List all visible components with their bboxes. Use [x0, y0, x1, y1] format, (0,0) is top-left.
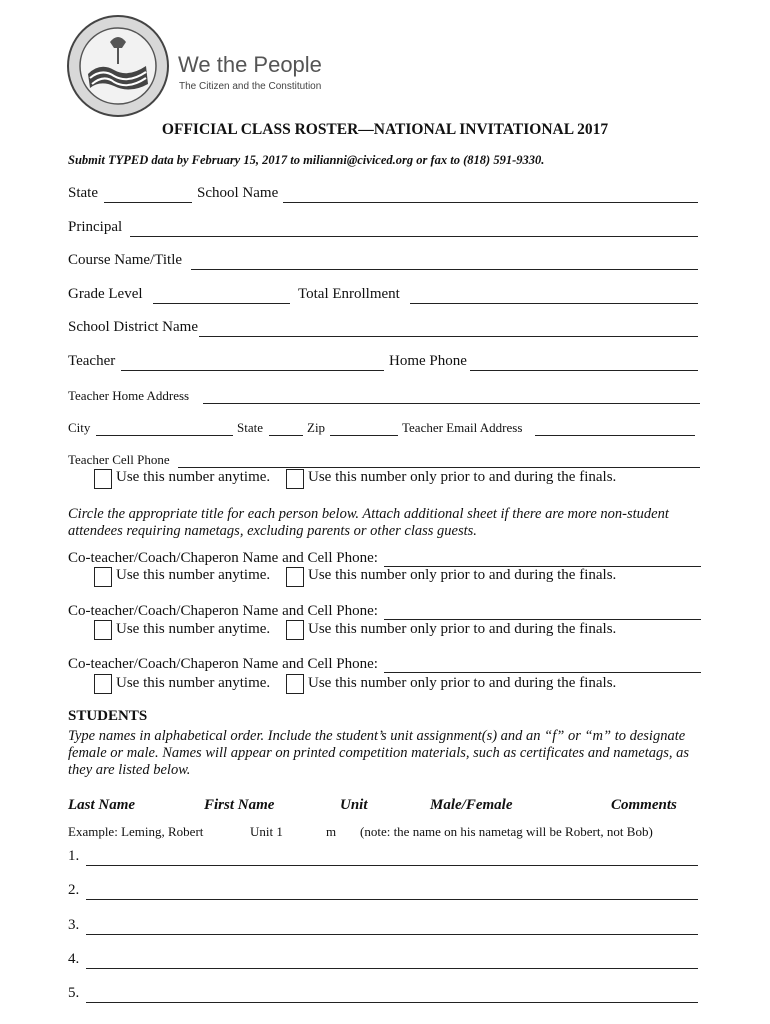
- teacher-cell-field[interactable]: [178, 467, 700, 468]
- course-name-label: Course Name/Title: [68, 252, 183, 268]
- submit-note: Submit TYPED data by February 15, 2017 to milianni@civiced.org or fax to (818) 591-9330.: [68, 153, 545, 167]
- we-the-people-seal-logo: [66, 14, 170, 118]
- brand-name: We the People: [178, 52, 322, 77]
- coteacher-3-label: Co-teacher/Coach/Chaperon Name and Cell Phone:: [68, 656, 378, 672]
- student-row-4-field[interactable]: [86, 968, 698, 969]
- coteacher-3-anytime-checkbox[interactable]: [94, 674, 112, 694]
- principal-field[interactable]: [130, 236, 698, 237]
- student-row-number: 1.: [68, 848, 80, 864]
- grade-level-label: Grade Level: [68, 286, 143, 302]
- coteacher-1-label: Co-teacher/Coach/Chaperon Name and Cell Phone:: [68, 550, 378, 566]
- home-phone-label: Home Phone: [389, 353, 467, 369]
- teacher-home-address-label: Teacher Home Address: [68, 388, 190, 403]
- students-heading: STUDENTS: [68, 708, 148, 724]
- teacher-home-address-field[interactable]: [203, 403, 700, 404]
- city-field[interactable]: [96, 435, 233, 436]
- coteacher-2-anytime-checkbox[interactable]: [94, 620, 112, 640]
- coteacher-2-anytime-label: Use this number anytime.: [116, 621, 271, 637]
- page-title: OFFICIAL CLASS ROSTER—NATIONAL INVITATIONAL 2017: [161, 121, 609, 138]
- student-row-5-field[interactable]: [86, 1002, 698, 1003]
- example-comment: (note: the name on his nametag will be Robert, not Bob): [360, 824, 653, 839]
- teacher-label: Teacher: [68, 353, 116, 369]
- teacher-finals-label: Use this number only prior to and during the finals.: [308, 469, 617, 485]
- coteacher-3-field[interactable]: [384, 672, 701, 673]
- coteacher-1-finals-checkbox[interactable]: [286, 567, 304, 587]
- school-district-label: School District Name: [68, 319, 198, 335]
- coteacher-1-anytime-label: Use this number anytime.: [116, 567, 271, 583]
- city-label: City: [68, 420, 91, 435]
- school-name-label: School Name: [197, 185, 279, 201]
- students-instruction: Type names in alphabetical order. Include the student’s unit assignment(s) and an “f” or “m” to designate female or male. Names will appear on printed competition materials, such as certificates and nametags, as they are listed below.: [68, 728, 690, 778]
- course-name-field[interactable]: [191, 269, 698, 270]
- col-last-name: Last Name: [68, 797, 136, 813]
- student-row-number: 4.: [68, 951, 80, 967]
- coteacher-2-finals-checkbox[interactable]: [286, 620, 304, 640]
- student-row-3-field[interactable]: [86, 934, 698, 935]
- teacher-email-field[interactable]: [535, 435, 695, 436]
- circle-instruction: Circle the appropriate title for each person below. Attach additional sheet if there are more non-student attendees requiring nametags, excluding parents or other class guests.: [68, 506, 669, 539]
- col-first-name: First Name: [204, 797, 275, 813]
- state-2-field[interactable]: [269, 435, 303, 436]
- teacher-cell-label: Teacher Cell Phone: [68, 452, 170, 467]
- teacher-finals-checkbox[interactable]: [286, 469, 304, 489]
- col-comments: Comments: [611, 797, 677, 813]
- total-enrollment-field[interactable]: [410, 303, 698, 304]
- state-field[interactable]: [104, 202, 192, 203]
- principal-label: Principal: [68, 219, 123, 235]
- total-enrollment-label: Total Enrollment: [298, 286, 400, 302]
- coteacher-2-label: Co-teacher/Coach/Chaperon Name and Cell Phone:: [68, 603, 378, 619]
- coteacher-1-anytime-checkbox[interactable]: [94, 567, 112, 587]
- zip-label: Zip: [307, 420, 326, 435]
- school-district-field[interactable]: [199, 336, 698, 337]
- grade-level-field[interactable]: [153, 303, 290, 304]
- coteacher-2-finals-label: Use this number only prior to and during the finals.: [308, 621, 617, 637]
- student-row-2-field[interactable]: [86, 899, 698, 900]
- example-unit: Unit 1: [250, 824, 283, 839]
- school-name-field[interactable]: [283, 202, 698, 203]
- student-row-number: 3.: [68, 917, 80, 933]
- student-row-number: 2.: [68, 882, 80, 898]
- home-phone-field[interactable]: [470, 370, 698, 371]
- coteacher-3-finals-checkbox[interactable]: [286, 674, 304, 694]
- coteacher-3-anytime-label: Use this number anytime.: [116, 675, 271, 691]
- teacher-anytime-checkbox[interactable]: [94, 469, 112, 489]
- teacher-field[interactable]: [121, 370, 384, 371]
- zip-field[interactable]: [330, 435, 398, 436]
- col-male-female: Male/Female: [430, 797, 513, 813]
- teacher-email-label: Teacher Email Address: [402, 420, 523, 435]
- student-row-1-field[interactable]: [86, 865, 698, 866]
- teacher-anytime-label: Use this number anytime.: [116, 469, 271, 485]
- col-unit: Unit: [340, 797, 368, 813]
- coteacher-3-finals-label: Use this number only prior to and during the finals.: [308, 675, 617, 691]
- state-2-label: State: [237, 420, 263, 435]
- coteacher-1-finals-label: Use this number only prior to and during the finals.: [308, 567, 617, 583]
- example-name: Example: Leming, Robert: [68, 824, 204, 839]
- state-label: State: [68, 185, 98, 201]
- example-gender: m: [326, 824, 337, 839]
- coteacher-2-field[interactable]: [384, 619, 701, 620]
- brand-subtitle: The Citizen and the Constitution: [179, 81, 322, 92]
- student-row-number: 5.: [68, 985, 80, 1001]
